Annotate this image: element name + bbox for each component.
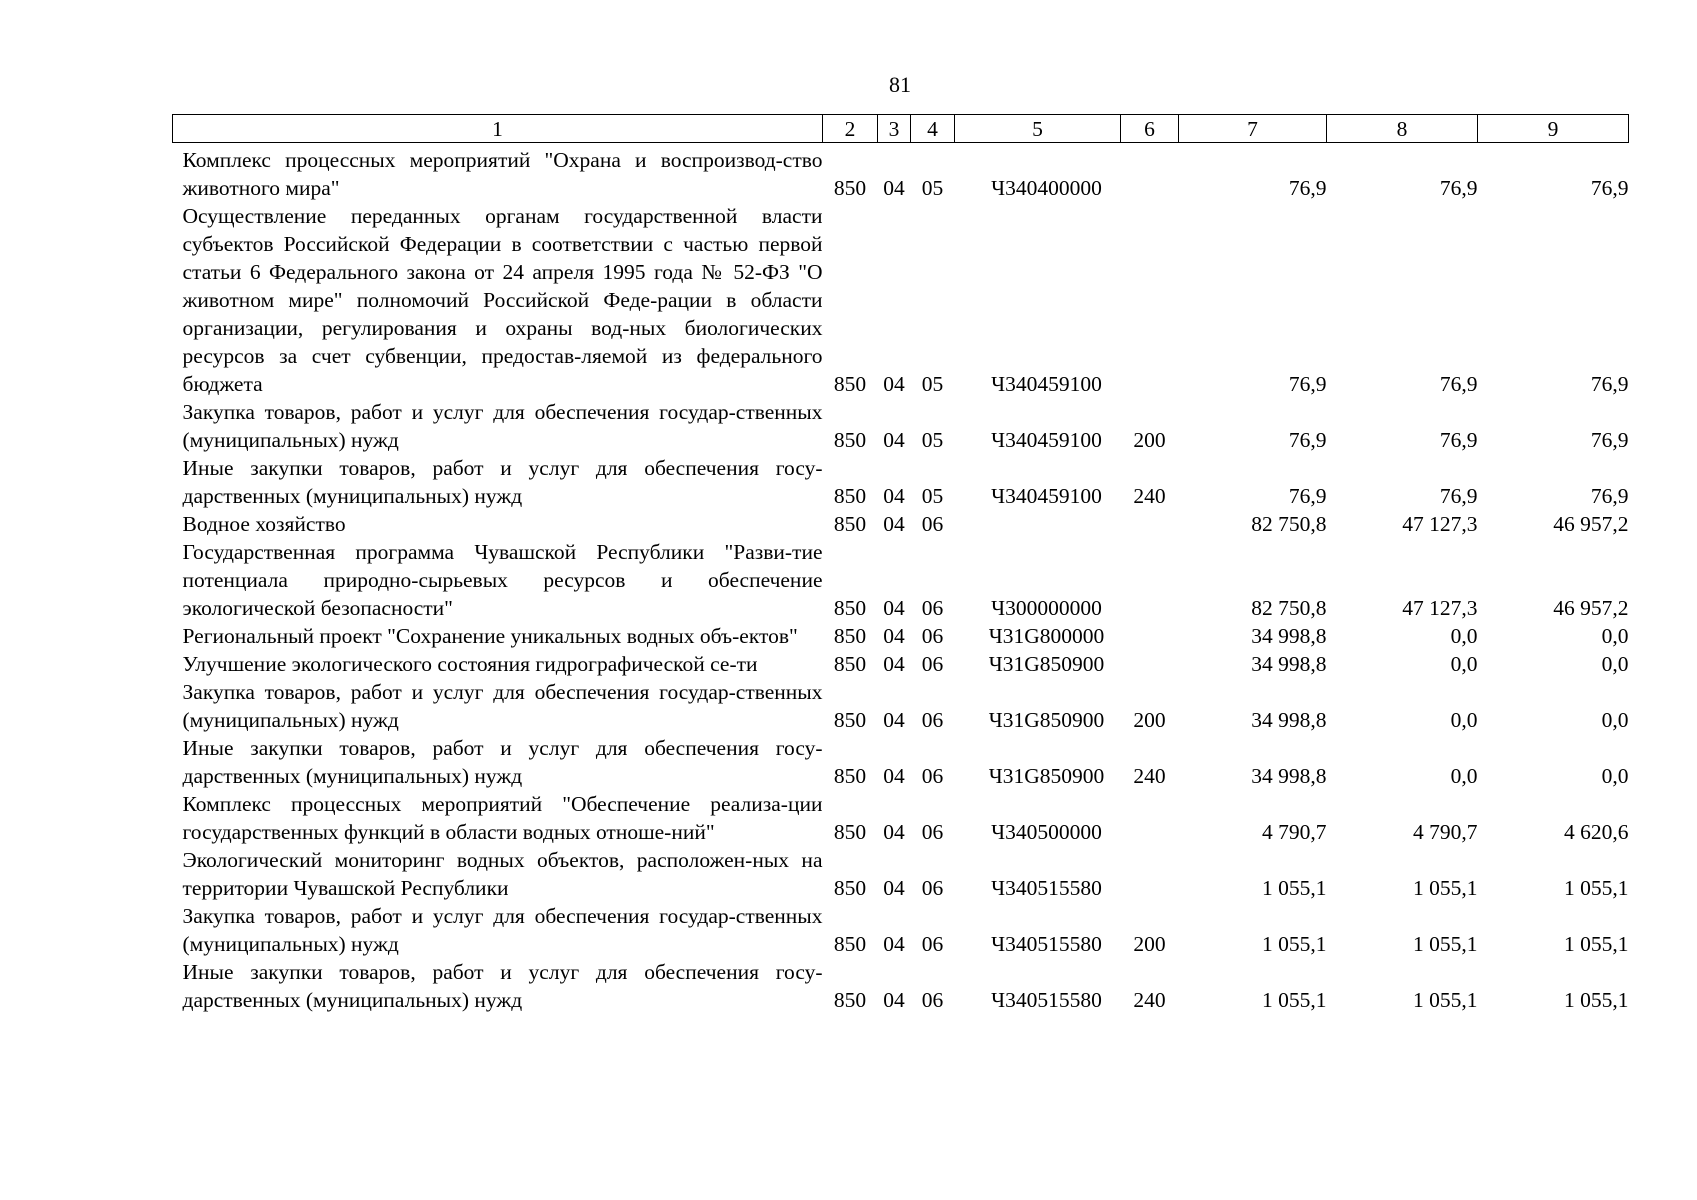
row-pr-code: 06 <box>921 932 944 956</box>
row-rz-code: 04 <box>883 764 905 788</box>
table-row <box>173 538 1629 622</box>
row-value-col7: 34 998,8 <box>1251 708 1327 732</box>
table-row <box>173 790 1629 846</box>
row-rz-code: 04 <box>883 932 905 956</box>
column-header-5: 5 <box>955 115 1121 143</box>
row-vr-code: 240 <box>1133 988 1166 1012</box>
row-value-col7: 76,9 <box>1288 176 1327 200</box>
row-value-col8: 1 055,1 <box>1413 988 1478 1012</box>
row-value-col7: 76,9 <box>1288 428 1327 452</box>
header-row <box>173 115 1629 143</box>
row-vr-code <box>1121 790 1179 846</box>
row-name: Закупка товаров, работ и услуг для обеспечения государ-ственных (муниципальных) нужд <box>182 904 823 956</box>
row-csr-code: Ч340459100 <box>991 428 1102 452</box>
row-gr-code: 850 <box>833 484 867 508</box>
row-rz-code: 04 <box>883 176 905 200</box>
row-gr-code: 850 <box>833 988 867 1012</box>
row-rz-code: 04 <box>883 428 905 452</box>
row-csr-code: Ч340515580 <box>991 876 1102 900</box>
row-value-col9: 1 055,1 <box>1564 988 1629 1012</box>
row-csr-code: Ч340459100 <box>991 372 1102 396</box>
row-value-col9: 46 957,2 <box>1553 512 1629 536</box>
row-gr-code: 850 <box>833 932 867 956</box>
row-value-col8: 1 055,1 <box>1413 876 1478 900</box>
row-vr-code: 200 <box>1133 708 1166 732</box>
table-row <box>173 202 1629 398</box>
row-value-col8: 0,0 <box>1450 708 1478 732</box>
row-vr-code: 200 <box>1133 428 1166 452</box>
row-value-col7: 34 998,8 <box>1251 624 1327 648</box>
row-rz-code: 04 <box>883 596 905 620</box>
row-name: Иные закупки товаров, работ и услуг для обеспечения госу-дарственных (муниципальных) нужд <box>182 456 823 508</box>
row-csr-code: Ч340500000 <box>991 820 1102 844</box>
row-name: Осуществление переданных органам государственной власти субъектов Российской Федерации в соответствии с частью первой статьи 6 Федерального закона от 24 апреля 1995 года № 52-ФЗ "О животном мире" полномочий Российской Феде-рации в области организации, регулирования и охраны вод-ных биологических ресурсов за счет субвенции, предостав-ляемой из федерального бюджета <box>182 204 823 396</box>
column-header-7: 7 <box>1179 115 1327 143</box>
row-csr-code: Ч340515580 <box>991 932 1102 956</box>
row-value-col7: 82 750,8 <box>1251 596 1327 620</box>
page-number: 81 <box>889 72 911 97</box>
table-body <box>173 143 1629 1015</box>
row-gr-code: 850 <box>833 176 867 200</box>
row-csr-code: Ч31G800000 <box>988 624 1105 648</box>
row-value-col8: 0,0 <box>1450 652 1478 676</box>
row-name: Водное хозяйство <box>182 512 346 536</box>
table-row <box>173 398 1629 454</box>
row-rz-code: 04 <box>883 372 905 396</box>
row-name: Иные закупки товаров, работ и услуг для обеспечения госу-дарственных (муниципальных) нужд <box>182 960 823 1012</box>
row-name: Комплекс процессных мероприятий "Обеспечение реализа-ции государственных функций в области водных отноше-ний" <box>182 792 823 844</box>
table-row <box>173 454 1629 510</box>
row-pr-code: 06 <box>921 624 944 648</box>
row-value-col9: 0,0 <box>1601 764 1629 788</box>
row-vr-code: 240 <box>1133 484 1166 508</box>
row-pr-code: 06 <box>921 820 944 844</box>
row-value-col9: 1 055,1 <box>1564 932 1629 956</box>
row-name: Региональный проект "Сохранение уникальных водных объ-ектов" <box>182 624 798 648</box>
column-header-4: 4 <box>911 115 955 143</box>
row-rz-code: 04 <box>883 484 905 508</box>
row-value-col8: 0,0 <box>1450 624 1478 648</box>
row-value-col7: 34 998,8 <box>1251 652 1327 676</box>
row-name: Закупка товаров, работ и услуг для обеспечения государ-ственных (муниципальных) нужд <box>182 400 823 452</box>
row-csr-code <box>955 510 1121 538</box>
row-name: Комплекс процессных мероприятий "Охрана и воспроизвод-ство животного мира" <box>182 148 823 200</box>
row-gr-code: 850 <box>833 428 867 452</box>
row-gr-code: 850 <box>833 372 867 396</box>
row-csr-code: Ч340400000 <box>991 176 1102 200</box>
row-pr-code: 06 <box>921 708 944 732</box>
column-header-3: 3 <box>878 115 911 143</box>
row-gr-code: 850 <box>833 624 867 648</box>
row-gr-code: 850 <box>833 708 867 732</box>
row-pr-code: 06 <box>921 512 944 536</box>
row-vr-code: 240 <box>1133 764 1166 788</box>
row-pr-code: 05 <box>921 484 944 508</box>
row-rz-code: 04 <box>883 512 905 536</box>
row-gr-code: 850 <box>833 652 867 676</box>
row-pr-code: 05 <box>921 372 944 396</box>
row-value-col9: 0,0 <box>1601 708 1629 732</box>
row-value-col8: 0,0 <box>1450 764 1478 788</box>
row-vr-code <box>1121 846 1179 902</box>
row-vr-code: 200 <box>1133 932 1166 956</box>
row-vr-code <box>1121 143 1179 203</box>
row-csr-code: Ч300000000 <box>991 596 1102 620</box>
table-row <box>173 734 1629 790</box>
row-gr-code: 850 <box>833 512 867 536</box>
row-value-col9: 1 055,1 <box>1564 876 1629 900</box>
row-value-col8: 47 127,3 <box>1402 596 1478 620</box>
row-value-col8: 76,9 <box>1439 484 1478 508</box>
row-value-col7: 34 998,8 <box>1251 764 1327 788</box>
row-value-col8: 76,9 <box>1439 372 1478 396</box>
row-value-col8: 76,9 <box>1439 428 1478 452</box>
row-vr-code <box>1121 538 1179 622</box>
row-csr-code: Ч340459100 <box>991 484 1102 508</box>
table-row <box>173 902 1629 958</box>
table-row <box>173 846 1629 902</box>
table-row <box>173 622 1629 650</box>
row-pr-code: 06 <box>921 876 944 900</box>
row-vr-code <box>1121 622 1179 650</box>
row-value-col9: 46 957,2 <box>1553 596 1629 620</box>
row-value-col7: 82 750,8 <box>1251 512 1327 536</box>
table-header <box>173 115 1629 143</box>
row-vr-code <box>1121 202 1179 398</box>
row-value-col9: 76,9 <box>1590 176 1629 200</box>
row-pr-code: 05 <box>921 176 944 200</box>
row-value-col9: 0,0 <box>1601 652 1629 676</box>
row-rz-code: 04 <box>883 624 905 648</box>
row-gr-code: 850 <box>833 820 867 844</box>
table-row <box>173 958 1629 1014</box>
column-header-8: 8 <box>1327 115 1478 143</box>
table-row <box>173 678 1629 734</box>
row-csr-code: Ч31G850900 <box>988 652 1105 676</box>
row-name: Иные закупки товаров, работ и услуг для обеспечения госу-дарственных (муниципальных) нужд <box>182 736 823 788</box>
row-rz-code: 04 <box>883 820 905 844</box>
row-rz-code: 04 <box>883 988 905 1012</box>
row-value-col9: 76,9 <box>1590 428 1629 452</box>
budget-table <box>172 114 1629 1014</box>
row-name: Государственная программа Чувашской Республики "Разви-тие потенциала природно-сырьевых ресурсов и обеспечение экологической безопасности" <box>182 540 823 620</box>
row-vr-code <box>1121 650 1179 678</box>
column-header-9: 9 <box>1478 115 1629 143</box>
row-pr-code: 06 <box>921 596 944 620</box>
row-csr-code: Ч340515580 <box>991 988 1102 1012</box>
row-name: Закупка товаров, работ и услуг для обеспечения государ-ственных (муниципальных) нужд <box>182 680 823 732</box>
row-gr-code: 850 <box>833 876 867 900</box>
row-name: Экологический мониторинг водных объектов, расположен-ных на территории Чувашской Республики <box>182 848 823 900</box>
row-value-col9: 76,9 <box>1590 484 1629 508</box>
row-csr-code: Ч31G850900 <box>988 764 1105 788</box>
row-name: Улучшение экологического состояния гидрографической се-ти <box>182 652 758 676</box>
row-value-col8: 76,9 <box>1439 176 1478 200</box>
row-pr-code: 06 <box>921 764 944 788</box>
row-value-col9: 76,9 <box>1590 372 1629 396</box>
row-value-col8: 47 127,3 <box>1402 512 1478 536</box>
row-value-col7: 4 790,7 <box>1262 820 1327 844</box>
row-vr-code <box>1121 510 1179 538</box>
table-row <box>173 143 1629 203</box>
row-pr-code: 06 <box>921 652 944 676</box>
row-value-col7: 1 055,1 <box>1262 932 1327 956</box>
table-row <box>173 510 1629 538</box>
row-rz-code: 04 <box>883 876 905 900</box>
table-row <box>173 650 1629 678</box>
row-rz-code: 04 <box>883 652 905 676</box>
row-value-col8: 1 055,1 <box>1413 932 1478 956</box>
column-header-1: 1 <box>173 115 823 143</box>
row-gr-code: 850 <box>833 596 867 620</box>
row-gr-code: 850 <box>833 764 867 788</box>
row-value-col8: 4 790,7 <box>1413 820 1478 844</box>
row-value-col7: 1 055,1 <box>1262 876 1327 900</box>
row-value-col7: 76,9 <box>1288 484 1327 508</box>
row-value-col7: 76,9 <box>1288 372 1327 396</box>
row-pr-code: 05 <box>921 428 944 452</box>
row-value-col7: 1 055,1 <box>1262 988 1327 1012</box>
row-rz-code: 04 <box>883 708 905 732</box>
column-header-2: 2 <box>823 115 878 143</box>
row-csr-code: Ч31G850900 <box>988 708 1105 732</box>
row-pr-code: 06 <box>921 988 944 1012</box>
row-value-col9: 0,0 <box>1601 624 1629 648</box>
row-value-col9: 4 620,6 <box>1564 820 1629 844</box>
column-header-6: 6 <box>1121 115 1179 143</box>
